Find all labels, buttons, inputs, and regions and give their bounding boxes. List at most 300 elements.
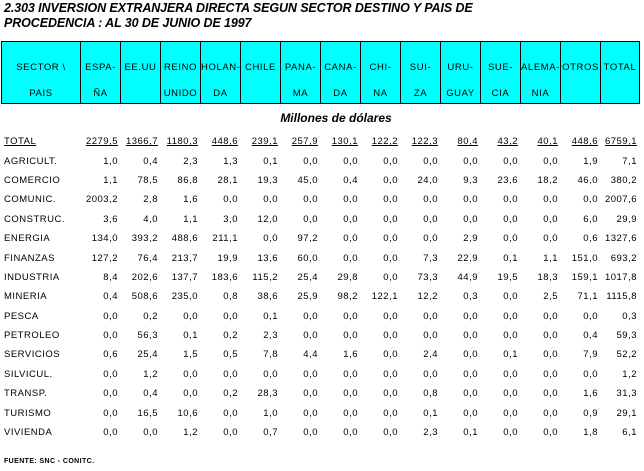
header-label-line1: HOLAN- [201, 62, 240, 73]
row-label: COMERCIO [4, 174, 61, 186]
table-cell: 10,6 [177, 407, 198, 419]
table-cell: 0,0 [463, 155, 478, 167]
table-row [1, 403, 639, 422]
table-cell: 1,6 [343, 349, 358, 361]
table-cell: 43,2 [497, 136, 518, 148]
table-row [1, 365, 639, 384]
table-cell: 0,1 [423, 407, 438, 419]
table-cell: 380,2 [610, 174, 637, 186]
table-cell: 0,0 [583, 310, 598, 322]
table-cell: 38,6 [257, 291, 278, 303]
table-cell: 0,0 [423, 233, 438, 245]
table-cell: 1,0 [103, 155, 118, 167]
table-cell: 0,0 [383, 349, 398, 361]
table-cell: 45,0 [297, 174, 318, 186]
table-cell: 122,2 [371, 136, 398, 148]
table-cell: 1,1 [183, 213, 198, 225]
table-cell: 0,0 [223, 310, 238, 322]
table-cell: 0,0 [423, 194, 438, 206]
header-label-line1: URU- [447, 62, 474, 73]
table-cell: 7,9 [583, 349, 598, 361]
table-cell: 0,8 [223, 291, 238, 303]
header-cell [321, 42, 361, 104]
table-cell: 0,0 [503, 407, 518, 419]
table-cell: 0,0 [103, 388, 118, 400]
table-cell: 1,2 [143, 368, 158, 380]
table-cell: 0,0 [303, 330, 318, 342]
table-cell: 80,4 [457, 136, 478, 148]
header-label-line1: EE.UU [124, 62, 157, 73]
header-label-line1: SUE- [487, 62, 514, 73]
table-cell: 28,3 [257, 388, 278, 400]
table-cell: 0,0 [303, 194, 318, 206]
table-cell: 1,3 [223, 155, 238, 167]
row-label: TOTAL [4, 136, 37, 148]
table-cell: 0,0 [343, 155, 358, 167]
header-cell [401, 42, 441, 104]
table-cell: 19,5 [497, 271, 518, 283]
table-cell: 1,9 [583, 155, 598, 167]
table-cell: 2,8 [143, 194, 158, 206]
table-cell: 0,0 [103, 368, 118, 380]
table-row [1, 307, 639, 326]
table-cell: 2007,6 [604, 194, 637, 206]
table-cell: 1,6 [183, 194, 198, 206]
table-cell: 0,0 [343, 407, 358, 419]
table-cell: 98,2 [337, 291, 358, 303]
table-cell: 0,0 [303, 310, 318, 322]
table-cell: 0,1 [463, 427, 478, 439]
row-label: INDUSTRIA [4, 271, 60, 283]
table-cell: 19,9 [217, 252, 238, 264]
table-cell: 7,8 [263, 349, 278, 361]
table-cell: 0,0 [383, 427, 398, 439]
table-cell: 0,0 [543, 330, 558, 342]
table-cell: 0,0 [383, 252, 398, 264]
header-label-line2: DA [213, 88, 228, 99]
table-cell: 71,1 [577, 291, 598, 303]
table-cell: 0,0 [423, 330, 438, 342]
table-cell: 0,0 [343, 427, 358, 439]
table-cell: 18,3 [537, 271, 558, 283]
table-cell: 0,0 [423, 213, 438, 225]
header-label-line1: ALEMA- [521, 62, 560, 73]
table-cell: 59,3 [616, 330, 637, 342]
table-row [1, 287, 639, 306]
header-cell [281, 42, 321, 104]
table-cell: 4,0 [143, 213, 158, 225]
header-label-line2: UNIDO [163, 88, 198, 99]
table-cell: 115,2 [252, 271, 278, 283]
row-label: COMUNIC. [4, 194, 57, 206]
header-cell [241, 42, 281, 104]
table-cell: 0,0 [583, 368, 598, 380]
table-cell: 0,0 [543, 213, 558, 225]
table-cell: 0,0 [423, 310, 438, 322]
table-cell: 29,8 [337, 271, 358, 283]
table-cell: 0,0 [503, 368, 518, 380]
table-cell: 46,0 [577, 174, 598, 186]
row-label: PETROLEO [4, 330, 60, 342]
table-cell: 1,2 [183, 427, 198, 439]
table-cell: 3,0 [223, 213, 238, 225]
table-row [1, 151, 639, 170]
table-cell: 0,0 [343, 330, 358, 342]
table-cell: 78,5 [137, 174, 158, 186]
table-cell: 73,3 [417, 271, 438, 283]
table-cell: 16,5 [137, 407, 158, 419]
table-cell: 0,0 [463, 310, 478, 322]
table-cell: 0,2 [223, 330, 238, 342]
table-cell: 202,6 [131, 271, 158, 283]
total-row [1, 132, 639, 151]
header-label-line1: CHILE [245, 62, 276, 73]
table-cell: 1180,3 [166, 136, 198, 148]
table-cell: 0,0 [543, 388, 558, 400]
table-cell: 0,0 [503, 233, 518, 245]
table-cell: 97,2 [297, 233, 318, 245]
table-cell: 1,6 [583, 388, 598, 400]
table-cell: 2,9 [463, 233, 478, 245]
title-line-2: PROCEDENCIA : AL 30 DE JUNIO DE 1997 [4, 16, 252, 30]
table-cell: 0,0 [503, 330, 518, 342]
table-cell: 0,0 [543, 155, 558, 167]
table-cell: 0,0 [503, 194, 518, 206]
table-cell: 0,0 [303, 213, 318, 225]
table-row [1, 171, 639, 190]
header-label-line1: CANA- [324, 62, 357, 73]
header-cell [441, 42, 481, 104]
table-row [1, 248, 639, 267]
table-cell: 0,0 [543, 407, 558, 419]
table-cell: 6759,1 [604, 136, 637, 148]
table-cell: 0,0 [503, 155, 518, 167]
table-cell: 0,0 [463, 368, 478, 380]
table-cell: 134,0 [91, 233, 118, 245]
table-cell: 183,6 [211, 271, 238, 283]
table-cell: 0,0 [183, 368, 198, 380]
table-cell: 0,0 [263, 233, 278, 245]
table-cell: 9,3 [463, 174, 478, 186]
table-cell: 31,3 [616, 388, 637, 400]
table-cell: 0,4 [583, 330, 598, 342]
table-cell: 0,0 [143, 427, 158, 439]
table-cell: 6,1 [622, 427, 637, 439]
table-cell: 693,2 [610, 252, 637, 264]
table-cell: 29,9 [616, 213, 637, 225]
table-cell: 488,6 [171, 233, 198, 245]
header-cell [601, 42, 640, 104]
table-row [1, 210, 639, 229]
table-cell: 0,0 [543, 194, 558, 206]
table-cell: 0,6 [103, 349, 118, 361]
header-cell [361, 42, 401, 104]
header-label-line2 [121, 88, 160, 100]
table-cell: 0,0 [223, 194, 238, 206]
table-cell: 0,8 [423, 388, 438, 400]
row-label: MINERIA [4, 291, 48, 303]
header-cell [521, 42, 561, 104]
table-cell: 122,3 [411, 136, 438, 148]
table-cell: 0,0 [543, 349, 558, 361]
table-cell: 8,4 [103, 271, 118, 283]
header-label-line2: MA [292, 88, 309, 99]
table-cell: 0,0 [383, 310, 398, 322]
table-cell: 22,9 [457, 252, 478, 264]
table-cell: 0,3 [622, 310, 637, 322]
units-caption: Millones de dólares [280, 111, 392, 125]
table-cell: 0,0 [463, 349, 478, 361]
table-cell: 1,0 [263, 407, 278, 419]
table-cell: 0,0 [383, 194, 398, 206]
table-cell: 0,0 [343, 310, 358, 322]
table-cell: 0,1 [503, 349, 518, 361]
table-cell: 0,0 [103, 330, 118, 342]
row-label: TURISMO [4, 407, 52, 419]
table-cell: 0,4 [103, 291, 118, 303]
table-cell: 0,1 [503, 252, 518, 264]
table-cell: 0,0 [463, 388, 478, 400]
header-label-line1: PANA- [284, 62, 317, 73]
table-cell: 257,9 [291, 136, 318, 148]
header-cell [81, 42, 121, 104]
header-label-line2: NA [373, 88, 388, 99]
header-label-line2: CIA [491, 88, 510, 99]
table-cell: 151,0 [571, 252, 598, 264]
data-table [1, 132, 639, 442]
table-cell: 3,6 [103, 213, 118, 225]
table-cell: 0,0 [263, 194, 278, 206]
table-cell: 0,0 [103, 310, 118, 322]
header-cell [121, 42, 161, 104]
table-cell: 2,5 [543, 291, 558, 303]
table-cell: 56,3 [137, 330, 158, 342]
row-label: PESCA [4, 310, 39, 322]
table-cell: 0,0 [383, 407, 398, 419]
column-header-row [2, 42, 640, 104]
table-cell: 508,6 [131, 291, 158, 303]
table-cell: 0,0 [463, 407, 478, 419]
row-label: TRANSP. [4, 388, 48, 400]
table-cell: 0,0 [583, 194, 598, 206]
page-title [4, 1, 473, 31]
table-cell: 1,5 [183, 349, 198, 361]
table-cell: 1327,6 [604, 233, 637, 245]
header-label-line2: PAIS [29, 88, 53, 99]
table-cell: 0,3 [463, 291, 478, 303]
table-cell: 0,0 [383, 330, 398, 342]
header-label-line1: SECTOR \ [16, 62, 66, 73]
table-cell: 25,4 [297, 271, 318, 283]
table-cell: 0,0 [503, 427, 518, 439]
table-row [1, 345, 639, 364]
table-cell: 19,3 [257, 174, 278, 186]
table-cell: 213,7 [171, 252, 198, 264]
table-cell: 235,0 [171, 291, 198, 303]
table-cell: 1,2 [622, 368, 637, 380]
table-cell: 0,0 [503, 291, 518, 303]
table-cell: 0,1 [263, 155, 278, 167]
table-cell: 0,0 [383, 233, 398, 245]
table-cell: 2,3 [183, 155, 198, 167]
header-cell [161, 42, 201, 104]
table-cell: 0,0 [343, 213, 358, 225]
table-cell: 0,0 [303, 427, 318, 439]
table-cell: 0,6 [583, 233, 598, 245]
table-cell: 2,3 [423, 427, 438, 439]
header-cell [561, 42, 601, 104]
header-label-line2 [601, 88, 639, 100]
table-cell: 0,0 [383, 174, 398, 186]
table-cell: 0,0 [423, 368, 438, 380]
table-cell: 2003,2 [85, 194, 118, 206]
table-cell: 52,2 [616, 349, 637, 361]
header-label-line1: OTROS [562, 62, 599, 73]
header-cell-sector-pais [2, 42, 81, 104]
table-cell: 18,2 [537, 174, 558, 186]
table-cell: 0,0 [383, 368, 398, 380]
row-label: CONSTRUC. [4, 213, 65, 225]
table-cell: 0,4 [143, 388, 158, 400]
header-cell [481, 42, 521, 104]
table-cell: 76,4 [137, 252, 158, 264]
row-label: VIVIENDA [4, 427, 53, 439]
table-cell: 0,0 [463, 330, 478, 342]
table-cell: 0,0 [303, 155, 318, 167]
row-label: AGRICULT. [4, 155, 58, 167]
table-cell: 0,0 [183, 388, 198, 400]
table-cell: 159,1 [571, 271, 598, 283]
table-cell: 0,0 [263, 368, 278, 380]
table-cell: 0,5 [223, 349, 238, 361]
table-cell: 12,0 [257, 213, 278, 225]
table-cell: 0,0 [303, 407, 318, 419]
header-cell [201, 42, 241, 104]
table-cell: 0,0 [303, 388, 318, 400]
table-cell: 0,0 [343, 194, 358, 206]
table-cell: 0,4 [143, 155, 158, 167]
table-cell: 0,0 [423, 155, 438, 167]
table-cell: 448,6 [211, 136, 238, 148]
column-header-table [1, 41, 640, 104]
table-cell: 0,7 [263, 427, 278, 439]
table-cell: 0,2 [143, 310, 158, 322]
table-cell: 4,4 [303, 349, 318, 361]
header-label-line2 [241, 88, 280, 100]
header-label-line2 [561, 88, 600, 100]
table-cell: 127,2 [91, 252, 118, 264]
table-cell: 0,0 [543, 368, 558, 380]
table-cell: 0,0 [543, 233, 558, 245]
table-cell: 1,1 [543, 252, 558, 264]
table-cell: 0,4 [343, 174, 358, 186]
table-cell: 0,1 [183, 330, 198, 342]
table-cell: 28,1 [217, 174, 238, 186]
table-row [1, 268, 639, 287]
table-cell: 0,0 [343, 233, 358, 245]
table-cell: 0,0 [383, 213, 398, 225]
table-cell: 0,0 [183, 310, 198, 322]
table-cell: 0,0 [103, 407, 118, 419]
table-cell: 2279,5 [85, 136, 118, 148]
table-cell: 60,0 [297, 252, 318, 264]
table-cell: 137,7 [171, 271, 198, 283]
table-cell: 0,0 [343, 252, 358, 264]
table-cell: 0,0 [503, 310, 518, 322]
table-cell: 0,0 [223, 407, 238, 419]
table-cell: 24,0 [417, 174, 438, 186]
table-row [1, 326, 639, 345]
table-cell: 25,4 [137, 349, 158, 361]
row-label: ENERGIA [4, 233, 51, 245]
table-cell: 0,0 [223, 427, 238, 439]
table-cell: 130,1 [331, 136, 358, 148]
table-cell: 25,9 [297, 291, 318, 303]
table-cell: 0,2 [223, 388, 238, 400]
header-label-line1: TOTAL [603, 62, 637, 73]
header-label-line2: GUAY [446, 88, 475, 99]
title-line-1: 2.303 INVERSION EXTRANJERA DIRECTA SEGUN SECTOR DESTINO Y PAIS DE [4, 1, 473, 15]
table-cell: 239,1 [251, 136, 278, 148]
table-cell: 211,1 [212, 233, 238, 245]
header-label-line1: REINO [163, 62, 198, 73]
table-cell: 40,1 [537, 136, 558, 148]
source-note: FUENTE: SNC - CONITC. [4, 458, 95, 465]
table-row [1, 190, 639, 209]
header-label-line2: NIA [531, 88, 550, 99]
table-cell: 1115,8 [606, 291, 637, 303]
header-label-line1: SUI- [409, 62, 432, 73]
table-cell: 2,4 [423, 349, 438, 361]
table-cell: 0,0 [383, 388, 398, 400]
header-label-line2: ZA [413, 88, 428, 99]
table-cell: 1,1 [103, 174, 118, 186]
table-cell: 0,0 [503, 213, 518, 225]
table-cell: 44,9 [457, 271, 478, 283]
row-label: FINANZAS [4, 252, 55, 264]
table-cell: 0,0 [383, 155, 398, 167]
table-cell: 122,1 [371, 291, 398, 303]
table-cell: 0,0 [303, 368, 318, 380]
table-cell: 448,6 [571, 136, 598, 148]
table-cell: 0,0 [543, 427, 558, 439]
table-row [1, 423, 639, 442]
row-label: SERVICIOS [4, 349, 61, 361]
table-cell: 0,0 [503, 388, 518, 400]
table-cell: 0,9 [583, 407, 598, 419]
header-label-line2: DA [333, 88, 348, 99]
table-cell: 29,1 [616, 407, 637, 419]
table-cell: 23,6 [497, 174, 518, 186]
table-cell: 0,1 [263, 310, 278, 322]
table-cell: 86,8 [177, 174, 198, 186]
table-cell: 0,0 [463, 213, 478, 225]
table-row [1, 384, 639, 403]
table-cell: 13,6 [257, 252, 278, 264]
header-label-line1: ESPA- [85, 62, 116, 73]
table-cell: 0,0 [383, 271, 398, 283]
table-cell: 0,0 [463, 194, 478, 206]
table-cell: 0,0 [543, 310, 558, 322]
table-cell: 0,0 [343, 388, 358, 400]
header-label-line1: CHI- [369, 62, 392, 73]
table-cell: 0,0 [103, 427, 118, 439]
table-cell: 393,2 [131, 233, 158, 245]
table-cell: 6,0 [583, 213, 598, 225]
table-cell: 7,3 [423, 252, 438, 264]
row-label: SILVICUL. [4, 368, 53, 380]
header-label-line2: ÑA [93, 88, 108, 99]
